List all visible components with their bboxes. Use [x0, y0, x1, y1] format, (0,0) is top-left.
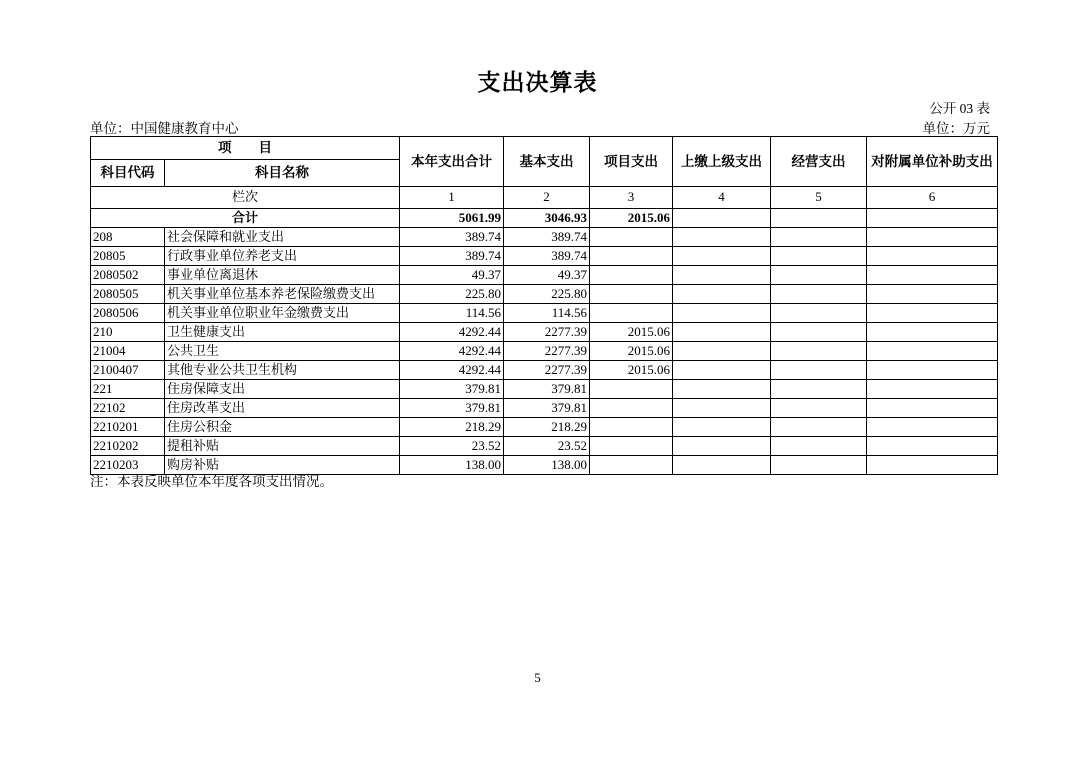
total-label: 合计 [91, 209, 400, 228]
subject-name-cell: 其他专业公共卫生机构 [165, 361, 400, 380]
column-index-cell: 2 [504, 187, 590, 209]
total-value-cell: 5061.99 [400, 209, 504, 228]
value-cell [673, 304, 771, 323]
page-title: 支出决算表 [477, 70, 598, 95]
value-cell [867, 304, 998, 323]
column-index-cell: 3 [590, 187, 673, 209]
value-cell: 379.81 [400, 399, 504, 418]
subject-code-cell: 221 [91, 380, 165, 399]
value-cell [590, 247, 673, 266]
value-cell [673, 228, 771, 247]
table-row [91, 285, 998, 304]
subject-name-cell: 机关事业单位基本养老保险缴费支出 [165, 285, 400, 304]
header-col-operating: 经营支出 [771, 137, 867, 187]
value-cell: 2277.39 [504, 323, 590, 342]
header-subject-code: 科目代码 [91, 160, 165, 187]
value-cell [673, 418, 771, 437]
column-index-cell: 4 [673, 187, 771, 209]
value-cell: 23.52 [504, 437, 590, 456]
subject-name-cell: 提租补贴 [165, 437, 400, 456]
value-cell: 2277.39 [504, 342, 590, 361]
value-cell [867, 437, 998, 456]
value-cell [673, 399, 771, 418]
column-index-cell: 1 [400, 187, 504, 209]
subject-name-cell: 购房补贴 [165, 456, 400, 475]
value-cell: 379.81 [504, 380, 590, 399]
subject-code-cell: 22102 [91, 399, 165, 418]
value-cell [771, 418, 867, 437]
value-cell: 225.80 [400, 285, 504, 304]
subject-name-cell: 事业单位离退休 [165, 266, 400, 285]
subject-code-cell: 2210202 [91, 437, 165, 456]
value-cell [867, 285, 998, 304]
value-cell [867, 266, 998, 285]
value-cell [867, 418, 998, 437]
value-cell [771, 399, 867, 418]
value-cell [867, 456, 998, 475]
value-cell: 218.29 [400, 418, 504, 437]
total-value-cell: 3046.93 [504, 209, 590, 228]
header-col-basic: 基本支出 [504, 137, 590, 187]
header-row-1 [91, 137, 998, 160]
total-value-cell [867, 209, 998, 228]
subject-code-cell: 2210203 [91, 456, 165, 475]
value-cell [867, 361, 998, 380]
subject-code-cell: 2100407 [91, 361, 165, 380]
column-index-cell: 6 [867, 187, 998, 209]
subject-code-cell: 208 [91, 228, 165, 247]
subject-code-cell: 210 [91, 323, 165, 342]
value-cell: 114.56 [504, 304, 590, 323]
table-row [91, 342, 998, 361]
value-cell: 138.00 [504, 456, 590, 475]
value-cell [867, 342, 998, 361]
value-cell: 114.56 [400, 304, 504, 323]
unit-info-row [90, 117, 990, 137]
subject-code-cell: 21004 [91, 342, 165, 361]
value-cell [867, 380, 998, 399]
value-cell [771, 323, 867, 342]
column-index-label: 栏次 [91, 187, 400, 209]
subject-code-cell: 2080506 [91, 304, 165, 323]
value-cell [867, 323, 998, 342]
value-cell: 23.52 [400, 437, 504, 456]
subject-code-cell: 2080505 [91, 285, 165, 304]
value-cell [673, 323, 771, 342]
value-cell: 2015.06 [590, 323, 673, 342]
value-cell [771, 247, 867, 266]
unit-measure-label: 单位：万元 [922, 121, 990, 136]
header-col-project-exp: 项目支出 [590, 137, 673, 187]
value-cell: 218.29 [504, 418, 590, 437]
value-cell [771, 342, 867, 361]
value-cell: 2015.06 [590, 342, 673, 361]
value-cell [867, 399, 998, 418]
value-cell: 2015.06 [590, 361, 673, 380]
value-cell: 4292.44 [400, 342, 504, 361]
value-cell: 138.00 [400, 456, 504, 475]
value-cell [590, 437, 673, 456]
value-cell: 389.74 [400, 228, 504, 247]
value-cell [590, 380, 673, 399]
table-note: 注：本表反映单位本年度各项支出情况。 [90, 474, 333, 489]
expenditure-table [90, 136, 998, 475]
table-row [91, 437, 998, 456]
value-cell: 379.81 [504, 399, 590, 418]
value-cell [673, 342, 771, 361]
total-row [91, 209, 998, 228]
header-col-upper-level: 上缴上级支出 [673, 137, 771, 187]
value-cell [590, 304, 673, 323]
value-cell: 2277.39 [504, 361, 590, 380]
value-cell: 49.37 [400, 266, 504, 285]
value-cell [590, 285, 673, 304]
value-cell: 4292.44 [400, 361, 504, 380]
table-row [91, 304, 998, 323]
value-cell [673, 285, 771, 304]
value-cell: 389.74 [400, 247, 504, 266]
subject-name-cell: 社会保障和就业支出 [165, 228, 400, 247]
header-subject-name: 科目名称 [165, 160, 400, 187]
value-cell [771, 361, 867, 380]
value-cell: 389.74 [504, 247, 590, 266]
value-cell [771, 437, 867, 456]
header-col-year-total: 本年支出合计 [400, 137, 504, 187]
subject-name-cell: 公共卫生 [165, 342, 400, 361]
column-index-row [91, 187, 998, 209]
table-row [91, 361, 998, 380]
header-project-group: 项 目 [91, 137, 400, 160]
value-cell [673, 456, 771, 475]
value-cell [771, 285, 867, 304]
subject-name-cell: 卫生健康支出 [165, 323, 400, 342]
unit-name-label: 单位：中国健康教育中心 [90, 121, 239, 136]
value-cell [771, 380, 867, 399]
subject-name-cell: 住房公积金 [165, 418, 400, 437]
value-cell [590, 266, 673, 285]
total-value-cell [673, 209, 771, 228]
value-cell [771, 456, 867, 475]
value-cell: 379.81 [400, 380, 504, 399]
table-code-label: 公开 03 表 [929, 101, 990, 116]
total-value-cell [771, 209, 867, 228]
value-cell [771, 228, 867, 247]
value-cell: 225.80 [504, 285, 590, 304]
header-col-subsidy: 对附属单位补助支出 [867, 137, 998, 187]
value-cell [673, 437, 771, 456]
value-cell [673, 247, 771, 266]
page-number: 5 [534, 670, 541, 685]
value-cell [673, 361, 771, 380]
subject-name-cell: 机关事业单位职业年金缴费支出 [165, 304, 400, 323]
subject-code-cell: 20805 [91, 247, 165, 266]
value-cell [590, 399, 673, 418]
table-row [91, 266, 998, 285]
value-cell [673, 380, 771, 399]
value-cell [771, 266, 867, 285]
table-row [91, 399, 998, 418]
total-value-cell: 2015.06 [590, 209, 673, 228]
value-cell [867, 247, 998, 266]
value-cell: 49.37 [504, 266, 590, 285]
value-cell [590, 418, 673, 437]
subject-code-cell: 2080502 [91, 266, 165, 285]
table-row [91, 228, 998, 247]
table-row [91, 323, 998, 342]
subject-name-cell: 住房保障支出 [165, 380, 400, 399]
value-cell: 4292.44 [400, 323, 504, 342]
table-row [91, 247, 998, 266]
subject-code-cell: 2210201 [91, 418, 165, 437]
value-cell [673, 266, 771, 285]
value-cell [771, 304, 867, 323]
value-cell [590, 456, 673, 475]
subject-name-cell: 住房改革支出 [165, 399, 400, 418]
table-row [91, 380, 998, 399]
table-row [91, 418, 998, 437]
value-cell [590, 228, 673, 247]
subject-name-cell: 行政事业单位养老支出 [165, 247, 400, 266]
value-cell [867, 228, 998, 247]
column-index-cell: 5 [771, 187, 867, 209]
value-cell: 389.74 [504, 228, 590, 247]
